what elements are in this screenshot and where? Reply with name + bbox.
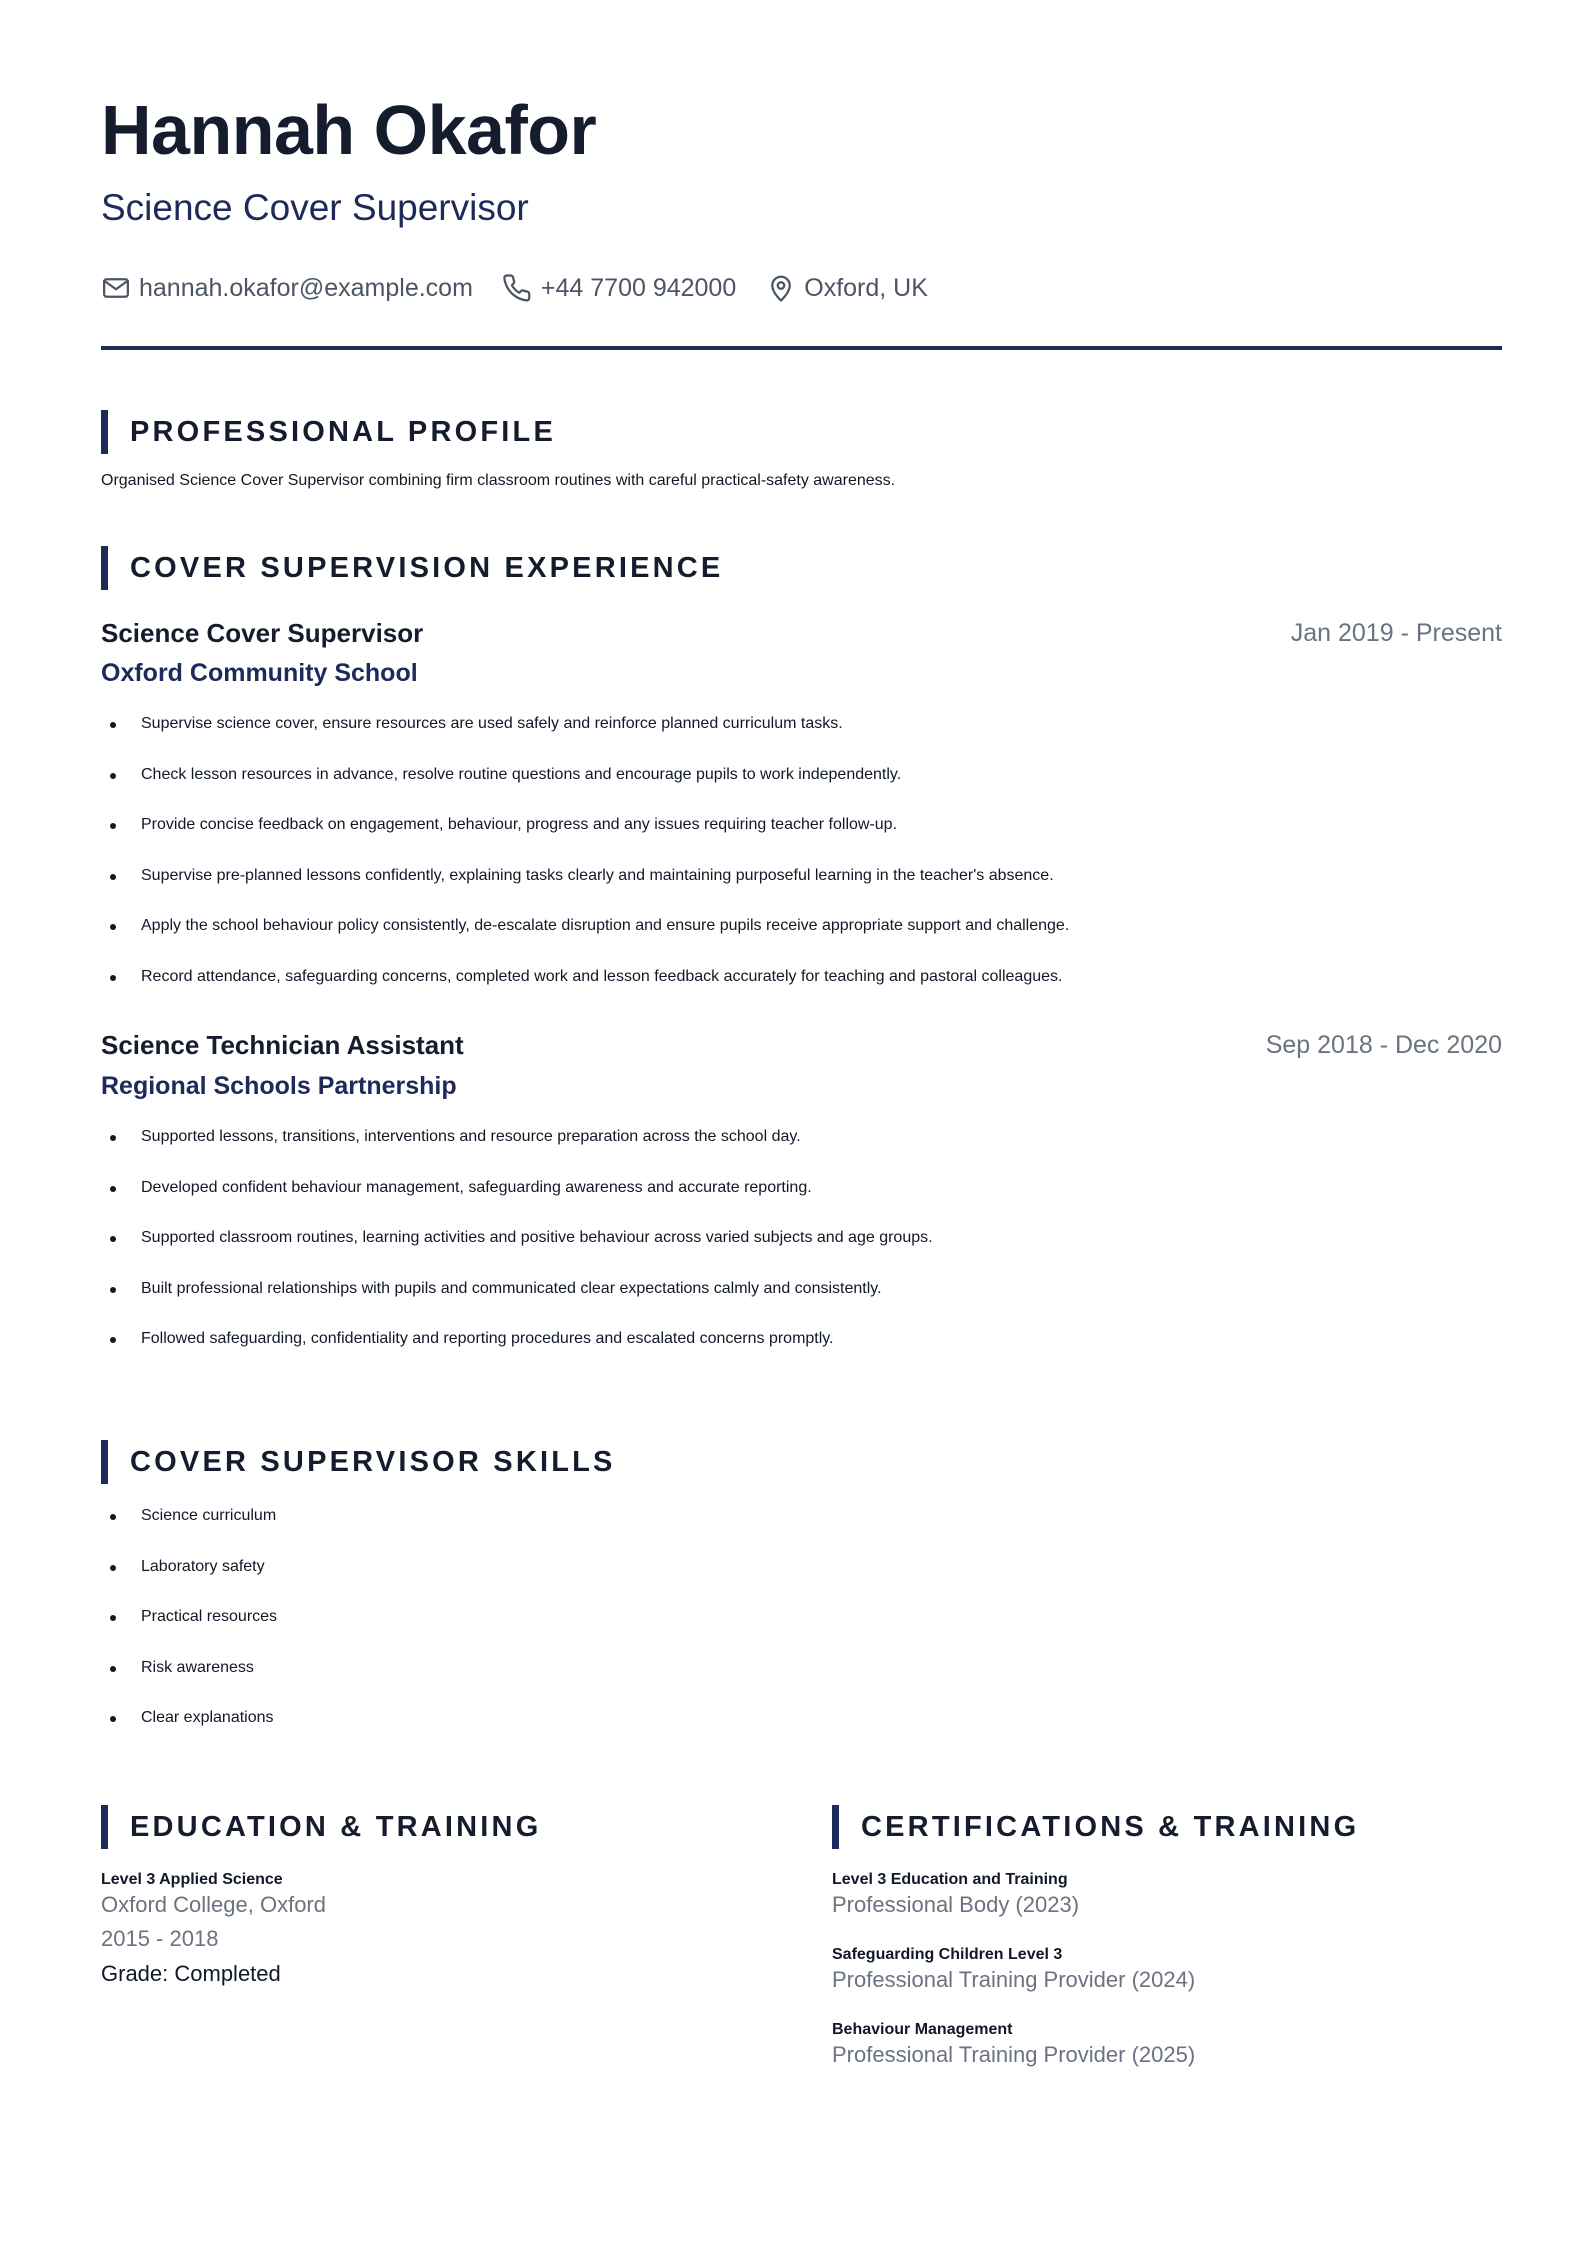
qualification-name: Level 3 Applied Science [101,1871,283,1888]
section-accent-bar [101,546,108,590]
phone-text: +44 7700 942000 [540,273,737,302]
list-item: Supported lessons, transitions, interventions and resource preparation across the school day. [101,1127,933,1178]
list-item: Supervise science cover, ensure resources are used safely and reinforce planned curriculum tasks. [101,714,1069,765]
candidate-role: Science Cover Supervisor [101,187,529,228]
section-title: COVER SUPERVISION EXPERIENCE [130,551,724,584]
contact-location [766,273,928,303]
skill-item: Risk awareness [101,1658,277,1709]
phone-icon [503,273,533,303]
certification-name: Behaviour Management [832,2021,1013,2038]
location-pin-icon [766,273,796,303]
institution-name: Oxford College, Oxford [101,1892,326,1917]
education-entry [101,1870,326,1989]
list-item: Apply the school behaviour policy consistently, de-escalate disruption and ensure pupils receive appropriate support and challenge. [101,916,1069,967]
list-item: Built professional relationships with pupils and communicated clear expectations calmly and consistently. [101,1279,933,1330]
location-text: Oxford, UK [804,273,928,302]
education-dates: 2015 - 2018 [101,1926,219,1951]
job-title: Science Technician Assistant [101,1030,464,1060]
job-bullet-list [101,714,1069,1017]
list-item: Followed safeguarding, confidentiality and reporting procedures and escalated concerns promptly. [101,1329,933,1380]
certification-name: Safeguarding Children Level 3 [832,1946,1063,1963]
section-title: CERTIFICATIONS & TRAINING [861,1810,1360,1843]
skill-item: Science curriculum [101,1506,277,1557]
skills-section-heading [101,1440,616,1484]
email-text: hannah.okafor@example.com [139,273,473,302]
job-dates: Sep 2018 - Dec 2020 [1265,1031,1502,1059]
header-divider [101,346,1502,350]
certification-provider: Professional Training Provider (2025) [832,2042,1196,2067]
certification-provider: Professional Training Provider (2024) [832,1967,1196,1992]
certification-name: Level 3 Education and Training [832,1871,1068,1888]
contact-email[interactable] [101,273,473,303]
certification-provider: Professional Body (2023) [832,1892,1080,1917]
section-accent-bar [101,1805,108,1849]
list-item: Supported classroom routines, learning activities and positive behaviour across varied subjects and age groups. [101,1228,933,1279]
contact-phone[interactable] [503,273,736,303]
candidate-name: Hannah Okafor [101,91,597,169]
certifications-section-heading [832,1805,1359,1849]
contact-row [101,270,958,306]
list-item: Supervise pre-planned lessons confidently, explaining tasks clearly and maintaining purposeful learning in the teacher's absence. [101,866,1069,917]
job-dates: Jan 2019 - Present [1290,619,1502,647]
list-item: Developed confident behaviour management, safeguarding awareness and accurate reporting. [101,1178,933,1229]
job-organisation: Oxford Community School [101,659,418,687]
mail-icon [101,273,131,303]
job-organisation: Regional Schools Partnership [101,1072,457,1100]
profile-section-heading [101,410,556,454]
section-accent-bar [832,1805,839,1849]
section-title: EDUCATION & TRAINING [130,1810,542,1843]
skill-item: Practical resources [101,1607,277,1658]
certification-entry [832,1870,1079,1920]
section-title: COVER SUPERVISOR SKILLS [130,1445,616,1478]
skills-list [101,1506,277,1759]
skill-item: Laboratory safety [101,1557,277,1608]
experience-section-heading [101,546,723,590]
list-item: Check lesson resources in advance, resolve routine questions and encourage pupils to work independently. [101,765,1069,816]
job-bullet-list [101,1127,933,1380]
section-accent-bar [101,410,108,454]
certification-entry [832,2020,1195,2070]
education-section-heading [101,1805,541,1849]
profile-summary: Organised Science Cover Supervisor combining firm classroom routines with careful practical-safety awareness. [101,472,896,489]
skill-item: Clear explanations [101,1708,277,1759]
section-title: PROFESSIONAL PROFILE [130,415,557,448]
list-item: Provide concise feedback on engagement, behaviour, progress and any issues requiring teacher follow-up. [101,815,1069,866]
list-item: Record attendance, safeguarding concerns, completed work and lesson feedback accurately for teaching and pastoral colleagues. [101,967,1069,1018]
section-accent-bar [101,1440,108,1484]
certification-entry [832,1945,1195,1995]
education-grade: Grade: Completed [101,1961,281,1986]
job-title: Science Cover Supervisor [101,618,424,648]
